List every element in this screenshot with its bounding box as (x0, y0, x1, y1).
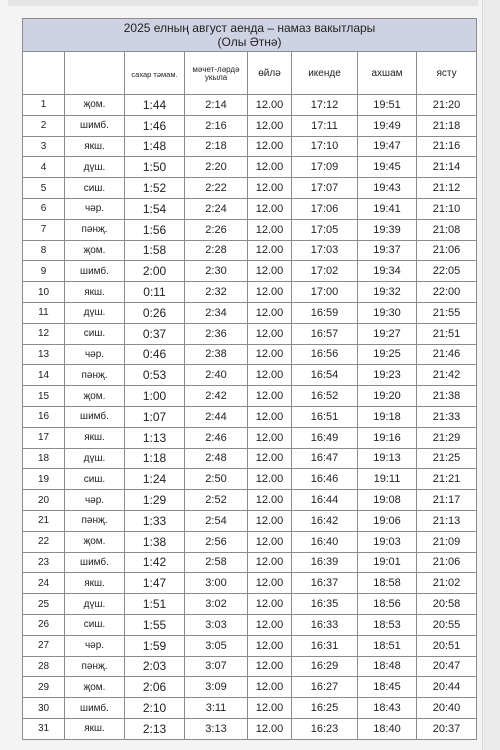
cell-yastu: 21:46 (417, 344, 477, 365)
table-body (23, 95, 477, 740)
cell-oyle: 12.00 (248, 635, 292, 656)
cell-yastu: 21:02 (417, 573, 477, 594)
cell-day-number: 5 (23, 178, 65, 199)
cell-sahar: 1:55 (125, 614, 185, 635)
cell-day-number: 8 (23, 240, 65, 261)
header-ahsham: ахшам (358, 52, 417, 95)
cell-sahar: 1:51 (125, 594, 185, 615)
cell-yastu: 20:55 (417, 614, 477, 635)
cell-ikende: 16:52 (292, 386, 358, 407)
cell-oyle: 12.00 (248, 323, 292, 344)
cell-yastu: 21:33 (417, 406, 477, 427)
cell-oyle: 12.00 (248, 365, 292, 386)
cell-mechet: 2:34 (185, 302, 248, 323)
cell-weekday: җом. (65, 95, 125, 116)
cell-mechet: 3:02 (185, 594, 248, 615)
cell-mechet: 2:20 (185, 157, 248, 178)
cell-weekday: сиш. (65, 469, 125, 490)
cell-ikende: 16:33 (292, 614, 358, 635)
cell-ahsham: 19:23 (358, 365, 417, 386)
header-row (23, 52, 477, 95)
cell-ikende: 16:37 (292, 573, 358, 594)
table-row (23, 261, 477, 282)
cell-ahsham: 19:51 (358, 95, 417, 116)
cell-weekday: якш. (65, 573, 125, 594)
cell-sahar: 1:46 (125, 115, 185, 136)
cell-weekday: дүш. (65, 302, 125, 323)
cell-weekday: пәнҗ. (65, 656, 125, 677)
cell-ahsham: 19:11 (358, 469, 417, 490)
cell-ikende: 16:23 (292, 718, 358, 739)
cell-yastu: 21:13 (417, 510, 477, 531)
table-row (23, 178, 477, 199)
cell-yastu: 21:20 (417, 95, 477, 116)
cell-weekday: җом. (65, 531, 125, 552)
table-row (23, 594, 477, 615)
cell-ikende: 17:11 (292, 115, 358, 136)
cell-sahar: 0:46 (125, 344, 185, 365)
cell-ahsham: 18:51 (358, 635, 417, 656)
cell-ikende: 17:10 (292, 136, 358, 157)
cell-day-number: 23 (23, 552, 65, 573)
cell-ikende: 16:54 (292, 365, 358, 386)
cell-sahar: 1:47 (125, 573, 185, 594)
cell-sahar: 0:53 (125, 365, 185, 386)
title-line-2: (Олы Әтнә) (217, 35, 282, 49)
cell-mechet: 2:52 (185, 490, 248, 511)
cell-sahar: 1:59 (125, 635, 185, 656)
cell-oyle: 12.00 (248, 95, 292, 116)
cell-sahar: 0:11 (125, 282, 185, 303)
cell-oyle: 12.00 (248, 573, 292, 594)
cell-weekday: җом. (65, 677, 125, 698)
cell-yastu: 21:51 (417, 323, 477, 344)
cell-ahsham: 19:39 (358, 219, 417, 240)
cell-sahar: 1:00 (125, 386, 185, 407)
cell-day-number: 18 (23, 448, 65, 469)
cell-ikende: 16:51 (292, 406, 358, 427)
cell-ikende: 17:02 (292, 261, 358, 282)
cell-mechet: 2:50 (185, 469, 248, 490)
cell-yastu: 21:16 (417, 136, 477, 157)
cell-ahsham: 19:13 (358, 448, 417, 469)
cell-oyle: 12.00 (248, 344, 292, 365)
cell-sahar: 2:00 (125, 261, 185, 282)
cell-yastu: 21:09 (417, 531, 477, 552)
title-line-1: 2025 елның август аенда – намаз вакытлары (123, 21, 376, 35)
cell-sahar: 1:56 (125, 219, 185, 240)
cell-ikende: 17:12 (292, 95, 358, 116)
cell-sahar: 1:29 (125, 490, 185, 511)
cell-ikende: 17:07 (292, 178, 358, 199)
cell-mechet: 3:00 (185, 573, 248, 594)
cell-ahsham: 19:25 (358, 344, 417, 365)
cell-oyle: 12.00 (248, 677, 292, 698)
cell-sahar: 1:38 (125, 531, 185, 552)
cell-oyle: 12.00 (248, 406, 292, 427)
cell-day-number: 1 (23, 95, 65, 116)
prayer-times-table (22, 18, 477, 740)
header-yastu: ясту (417, 52, 477, 95)
cell-oyle: 12.00 (248, 448, 292, 469)
header-sahar: сахар тәмам. (125, 52, 185, 95)
cell-mechet: 2:16 (185, 115, 248, 136)
cell-ahsham: 19:30 (358, 302, 417, 323)
cell-weekday: җом. (65, 240, 125, 261)
cell-yastu: 20:40 (417, 698, 477, 719)
cell-oyle: 12.00 (248, 469, 292, 490)
cell-ahsham: 19:37 (358, 240, 417, 261)
table-row (23, 656, 477, 677)
cell-day-number: 4 (23, 157, 65, 178)
cell-mechet: 3:11 (185, 698, 248, 719)
cell-ahsham: 19:41 (358, 198, 417, 219)
table-row (23, 698, 477, 719)
cell-ikende: 16:27 (292, 677, 358, 698)
cell-weekday: якш. (65, 282, 125, 303)
cell-ikende: 17:00 (292, 282, 358, 303)
side-panel-strip (482, 0, 500, 750)
table-row (23, 344, 477, 365)
cell-oyle: 12.00 (248, 490, 292, 511)
cell-mechet: 3:05 (185, 635, 248, 656)
cell-mechet: 2:14 (185, 95, 248, 116)
cell-oyle: 12.00 (248, 115, 292, 136)
cell-oyle: 12.00 (248, 157, 292, 178)
cell-mechet: 3:09 (185, 677, 248, 698)
cell-yastu: 21:06 (417, 240, 477, 261)
cell-oyle: 12.00 (248, 698, 292, 719)
cell-sahar: 1:50 (125, 157, 185, 178)
cell-ikende: 16:29 (292, 656, 358, 677)
cell-weekday: якш. (65, 718, 125, 739)
table-row (23, 240, 477, 261)
cell-yastu: 21:42 (417, 365, 477, 386)
cell-day-number: 29 (23, 677, 65, 698)
table-row (23, 365, 477, 386)
cell-oyle: 12.00 (248, 510, 292, 531)
cell-ahsham: 19:20 (358, 386, 417, 407)
cell-mechet: 2:48 (185, 448, 248, 469)
cell-ikende: 17:09 (292, 157, 358, 178)
table-title (23, 19, 477, 52)
cell-ikende: 16:49 (292, 427, 358, 448)
cell-oyle: 12.00 (248, 427, 292, 448)
cell-yastu: 21:38 (417, 386, 477, 407)
table-row (23, 115, 477, 136)
table-row (23, 490, 477, 511)
cell-oyle: 12.00 (248, 261, 292, 282)
cell-yastu: 21:29 (417, 427, 477, 448)
table-row (23, 448, 477, 469)
cell-ahsham: 18:58 (358, 573, 417, 594)
cell-oyle: 12.00 (248, 531, 292, 552)
cell-day-number: 20 (23, 490, 65, 511)
cell-sahar: 0:37 (125, 323, 185, 344)
cell-sahar: 2:13 (125, 718, 185, 739)
table-row (23, 469, 477, 490)
cell-day-number: 16 (23, 406, 65, 427)
cell-mechet: 2:38 (185, 344, 248, 365)
cell-ikende: 17:05 (292, 219, 358, 240)
cell-ikende: 16:25 (292, 698, 358, 719)
cell-ikende: 16:42 (292, 510, 358, 531)
cell-day-number: 10 (23, 282, 65, 303)
cell-ahsham: 18:43 (358, 698, 417, 719)
cell-mechet: 2:44 (185, 406, 248, 427)
cell-weekday: чәр. (65, 344, 125, 365)
cell-ahsham: 19:18 (358, 406, 417, 427)
table-row (23, 531, 477, 552)
cell-sahar: 1:54 (125, 198, 185, 219)
cell-mechet: 2:32 (185, 282, 248, 303)
cell-mechet: 2:56 (185, 531, 248, 552)
table-row (23, 552, 477, 573)
cell-yastu: 21:06 (417, 552, 477, 573)
cell-yastu: 21:25 (417, 448, 477, 469)
cell-day-number: 2 (23, 115, 65, 136)
cell-ikende: 16:35 (292, 594, 358, 615)
cell-oyle: 12.00 (248, 386, 292, 407)
cell-ikende: 16:47 (292, 448, 358, 469)
cell-weekday: пәнҗ. (65, 365, 125, 386)
cell-mechet: 2:28 (185, 240, 248, 261)
cell-ahsham: 19:32 (358, 282, 417, 303)
cell-yastu: 20:51 (417, 635, 477, 656)
header-weekday (65, 52, 125, 95)
cell-ahsham: 19:01 (358, 552, 417, 573)
cell-day-number: 31 (23, 718, 65, 739)
cell-weekday: шимб. (65, 115, 125, 136)
cell-oyle: 12.00 (248, 614, 292, 635)
cell-sahar: 1:33 (125, 510, 185, 531)
cell-ahsham: 19:16 (358, 427, 417, 448)
table-row (23, 718, 477, 739)
cell-day-number: 9 (23, 261, 65, 282)
cell-weekday: сиш. (65, 323, 125, 344)
cell-mechet: 2:30 (185, 261, 248, 282)
cell-ahsham: 19:47 (358, 136, 417, 157)
cell-mechet: 2:26 (185, 219, 248, 240)
cell-yastu: 21:14 (417, 157, 477, 178)
cell-day-number: 24 (23, 573, 65, 594)
header-ikende: икенде (292, 52, 358, 95)
cell-weekday: чәр. (65, 635, 125, 656)
cell-mechet: 2:42 (185, 386, 248, 407)
cell-weekday: дүш. (65, 157, 125, 178)
cell-oyle: 12.00 (248, 282, 292, 303)
cell-sahar: 1:48 (125, 136, 185, 157)
cell-ahsham: 19:08 (358, 490, 417, 511)
cell-oyle: 12.00 (248, 136, 292, 157)
cell-ikende: 16:57 (292, 323, 358, 344)
cell-day-number: 26 (23, 614, 65, 635)
header-oyle: өйлә (248, 52, 292, 95)
table-row (23, 282, 477, 303)
cell-mechet: 2:58 (185, 552, 248, 573)
table-row (23, 406, 477, 427)
cell-ahsham: 18:53 (358, 614, 417, 635)
cell-yastu: 21:12 (417, 178, 477, 199)
cell-ikende: 16:31 (292, 635, 358, 656)
cell-weekday: чәр. (65, 198, 125, 219)
cell-mechet: 3:07 (185, 656, 248, 677)
cell-yastu: 21:21 (417, 469, 477, 490)
cell-sahar: 1:13 (125, 427, 185, 448)
cell-mechet: 2:46 (185, 427, 248, 448)
cell-day-number: 27 (23, 635, 65, 656)
table-row (23, 573, 477, 594)
cell-yastu: 20:58 (417, 594, 477, 615)
cell-sahar: 1:58 (125, 240, 185, 261)
table-row (23, 157, 477, 178)
cell-ahsham: 18:40 (358, 718, 417, 739)
cell-sahar: 1:44 (125, 95, 185, 116)
top-edge-shadow (8, 0, 478, 6)
table-row (23, 614, 477, 635)
cell-weekday: шимб. (65, 552, 125, 573)
cell-yastu: 21:08 (417, 219, 477, 240)
cell-weekday: шимб. (65, 261, 125, 282)
cell-ahsham: 19:27 (358, 323, 417, 344)
cell-yastu: 20:37 (417, 718, 477, 739)
cell-yastu: 22:00 (417, 282, 477, 303)
table-row (23, 198, 477, 219)
cell-weekday: җом. (65, 386, 125, 407)
table-row (23, 302, 477, 323)
cell-yastu: 20:47 (417, 656, 477, 677)
cell-oyle: 12.00 (248, 240, 292, 261)
table-row (23, 510, 477, 531)
cell-ahsham: 19:06 (358, 510, 417, 531)
table-row (23, 136, 477, 157)
cell-oyle: 12.00 (248, 198, 292, 219)
cell-oyle: 12.00 (248, 656, 292, 677)
cell-sahar: 0:26 (125, 302, 185, 323)
cell-oyle: 12.00 (248, 594, 292, 615)
cell-day-number: 7 (23, 219, 65, 240)
cell-yastu: 22:05 (417, 261, 477, 282)
cell-sahar: 1:42 (125, 552, 185, 573)
cell-yastu: 21:17 (417, 490, 477, 511)
cell-oyle: 12.00 (248, 302, 292, 323)
header-number (23, 52, 65, 95)
cell-mechet: 2:54 (185, 510, 248, 531)
cell-weekday: дүш. (65, 448, 125, 469)
cell-yastu: 21:10 (417, 198, 477, 219)
cell-ahsham: 19:03 (358, 531, 417, 552)
cell-weekday: сиш. (65, 178, 125, 199)
cell-day-number: 11 (23, 302, 65, 323)
cell-day-number: 6 (23, 198, 65, 219)
header-mechet: мәчет-ләрдә укыла (185, 52, 248, 95)
cell-day-number: 22 (23, 531, 65, 552)
cell-weekday: чәр. (65, 490, 125, 511)
cell-ahsham: 19:34 (358, 261, 417, 282)
cell-ikende: 16:39 (292, 552, 358, 573)
cell-mechet: 2:40 (185, 365, 248, 386)
cell-weekday: сиш. (65, 614, 125, 635)
cell-mechet: 2:36 (185, 323, 248, 344)
cell-mechet: 3:03 (185, 614, 248, 635)
cell-ikende: 16:59 (292, 302, 358, 323)
cell-day-number: 12 (23, 323, 65, 344)
cell-yastu: 21:18 (417, 115, 477, 136)
cell-oyle: 12.00 (248, 219, 292, 240)
cell-day-number: 15 (23, 386, 65, 407)
cell-sahar: 2:03 (125, 656, 185, 677)
cell-sahar: 1:07 (125, 406, 185, 427)
table-row (23, 323, 477, 344)
cell-ahsham: 18:45 (358, 677, 417, 698)
cell-ahsham: 19:45 (358, 157, 417, 178)
cell-sahar: 1:52 (125, 178, 185, 199)
cell-day-number: 13 (23, 344, 65, 365)
cell-day-number: 14 (23, 365, 65, 386)
cell-oyle: 12.00 (248, 718, 292, 739)
cell-day-number: 25 (23, 594, 65, 615)
cell-mechet: 2:22 (185, 178, 248, 199)
table-row (23, 677, 477, 698)
cell-ikende: 17:06 (292, 198, 358, 219)
cell-ikende: 16:40 (292, 531, 358, 552)
cell-weekday: пәнҗ. (65, 510, 125, 531)
cell-sahar: 2:10 (125, 698, 185, 719)
cell-day-number: 21 (23, 510, 65, 531)
cell-day-number: 30 (23, 698, 65, 719)
table-row (23, 219, 477, 240)
cell-ikende: 16:44 (292, 490, 358, 511)
table-row (23, 95, 477, 116)
table-row (23, 427, 477, 448)
cell-ikende: 16:46 (292, 469, 358, 490)
cell-weekday: шимб. (65, 698, 125, 719)
cell-day-number: 3 (23, 136, 65, 157)
cell-ikende: 16:56 (292, 344, 358, 365)
cell-mechet: 2:18 (185, 136, 248, 157)
cell-oyle: 12.00 (248, 178, 292, 199)
cell-sahar: 1:18 (125, 448, 185, 469)
cell-ahsham: 18:56 (358, 594, 417, 615)
cell-weekday: шимб. (65, 406, 125, 427)
cell-oyle: 12.00 (248, 552, 292, 573)
cell-sahar: 2:06 (125, 677, 185, 698)
cell-weekday: пәнҗ. (65, 219, 125, 240)
cell-weekday: якш. (65, 136, 125, 157)
cell-day-number: 17 (23, 427, 65, 448)
cell-ikende: 17:03 (292, 240, 358, 261)
cell-sahar: 1:24 (125, 469, 185, 490)
table-row (23, 386, 477, 407)
table-row (23, 635, 477, 656)
cell-yastu: 20:44 (417, 677, 477, 698)
cell-weekday: дүш. (65, 594, 125, 615)
cell-yastu: 21:55 (417, 302, 477, 323)
cell-ahsham: 18:48 (358, 656, 417, 677)
cell-mechet: 2:24 (185, 198, 248, 219)
cell-day-number: 19 (23, 469, 65, 490)
cell-ahsham: 19:43 (358, 178, 417, 199)
cell-weekday: якш. (65, 427, 125, 448)
cell-ahsham: 19:49 (358, 115, 417, 136)
cell-day-number: 28 (23, 656, 65, 677)
cell-mechet: 3:13 (185, 718, 248, 739)
